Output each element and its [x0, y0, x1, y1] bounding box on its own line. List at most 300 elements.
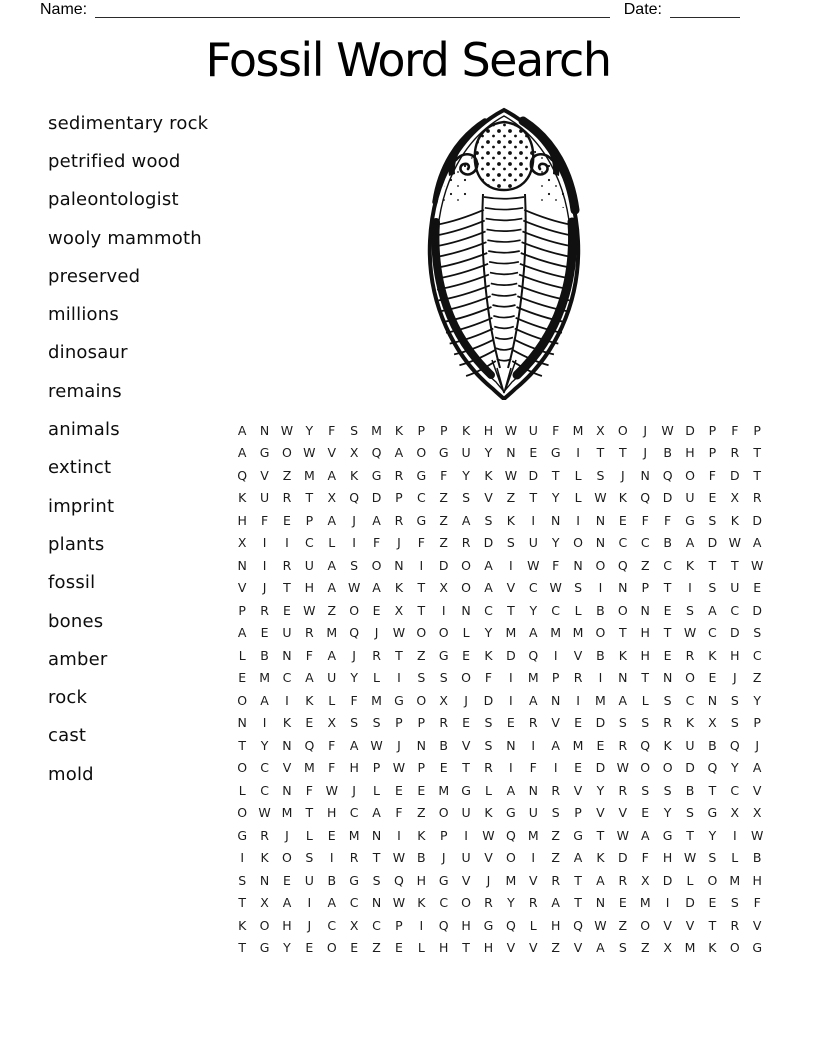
word-list-item: sedimentary rock	[48, 112, 209, 134]
grid-letter: G	[438, 872, 449, 888]
grid-letter: T	[238, 940, 247, 956]
grid-letter: T	[663, 625, 672, 641]
grid-letter: S	[305, 850, 314, 866]
word-list-item: extinct	[48, 457, 112, 479]
grid-letter: E	[439, 760, 448, 776]
grid-letter: Y	[730, 760, 739, 776]
grid-letter: S	[506, 535, 515, 551]
grid-letter: I	[732, 827, 737, 843]
grid-letter: K	[417, 895, 426, 911]
grid-letter: R	[618, 872, 628, 888]
grid-letter: R	[484, 760, 493, 776]
grid-letter: X	[730, 805, 740, 821]
word-list-item: plants	[48, 533, 105, 555]
grid-letter: A	[282, 895, 292, 911]
grid-letter: O	[438, 805, 449, 821]
grid-letter: R	[461, 535, 471, 551]
grid-letter: H	[752, 872, 762, 888]
grid-letter: X	[394, 602, 404, 618]
grid-letter: R	[394, 512, 404, 528]
grid-letter: D	[528, 467, 539, 483]
grid-letter: X	[640, 872, 650, 888]
grid-letter: A	[551, 737, 560, 753]
grid-letter: E	[641, 805, 650, 821]
grid-letter: I	[598, 670, 603, 686]
grid-letter: T	[596, 445, 605, 461]
grid-letter: B	[596, 602, 605, 618]
grid-letter: T	[619, 445, 627, 461]
grid-letter: I	[688, 580, 692, 596]
grid-letter: O	[371, 557, 382, 573]
grid-letter: K	[708, 940, 717, 956]
grid-letter: U	[461, 805, 471, 821]
grid-letter: E	[506, 715, 515, 731]
grid-letter: R	[349, 850, 359, 866]
grid-letter: T	[462, 760, 470, 776]
grid-letter: W	[527, 557, 540, 573]
grid-letter: E	[394, 940, 403, 956]
grid-letter: K	[462, 422, 471, 438]
grid-letter: H	[237, 512, 247, 528]
grid-letter: X	[730, 490, 740, 506]
grid-letter: K	[394, 422, 404, 438]
word-list	[48, 104, 208, 793]
grid-letter: V	[484, 490, 493, 506]
grid-letter: W	[750, 557, 764, 573]
grid-letter: W	[392, 895, 406, 911]
grid-letter: R	[663, 715, 672, 731]
grid-letter: T	[708, 557, 717, 573]
grid-letter: T	[574, 872, 582, 888]
grid-letter: J	[307, 917, 312, 933]
grid-letter: G	[707, 805, 718, 821]
grid-letter: M	[527, 827, 539, 843]
grid-letter: K	[394, 580, 404, 596]
grid-letter: E	[283, 512, 291, 528]
grid-letter: I	[240, 850, 245, 866]
grid-letter: C	[730, 602, 740, 618]
grid-letter: F	[484, 670, 493, 686]
grid-letter: V	[484, 850, 493, 866]
grid-letter: F	[641, 850, 649, 866]
grid-letter: G	[438, 647, 449, 663]
grid-letter: Q	[617, 557, 628, 573]
grid-letter: O	[416, 625, 427, 641]
grid-letter: E	[708, 490, 717, 506]
grid-letter: Z	[439, 512, 448, 528]
grid-letter: V	[237, 580, 247, 596]
grid-letter: S	[238, 872, 247, 888]
grid-letter: V	[506, 940, 516, 956]
grid-letter: R	[484, 895, 493, 911]
grid-letter: N	[259, 872, 270, 888]
grid-letter: C	[618, 535, 628, 551]
grid-letter: D	[483, 692, 494, 708]
grid-letter: D	[506, 647, 516, 663]
grid-letter: C	[730, 782, 740, 798]
grid-letter: Q	[505, 827, 516, 843]
grid-letter: M	[505, 625, 517, 641]
grid-letter: M	[281, 805, 293, 821]
grid-letter: K	[618, 647, 627, 663]
word-list-item: remains	[48, 380, 122, 402]
grid-letter: J	[486, 872, 491, 888]
grid-letter: T	[417, 602, 426, 618]
grid-letter: S	[708, 850, 717, 866]
grid-letter: R	[372, 647, 381, 663]
grid-letter: P	[395, 715, 403, 731]
grid-letter: Y	[708, 827, 717, 843]
grid-letter: O	[416, 445, 427, 461]
grid-letter: W	[616, 827, 630, 843]
grid-letter: H	[662, 850, 673, 866]
grid-letter: E	[238, 670, 247, 686]
name-date-row	[40, 1, 740, 19]
grid-letter: T	[619, 625, 627, 641]
grid-letter: W	[549, 580, 562, 596]
grid-letter: C	[439, 895, 449, 911]
grid-letter: B	[663, 535, 672, 551]
grid-letter: N	[506, 737, 516, 753]
grid-letter: T	[574, 895, 582, 911]
grid-letter: K	[484, 467, 493, 483]
grid-letter: V	[618, 805, 628, 821]
grid-letter: C	[416, 490, 426, 506]
grid-letter: S	[641, 715, 650, 731]
grid-letter: U	[528, 422, 538, 438]
grid-letter: J	[643, 422, 648, 438]
grid-letter: M	[303, 760, 315, 776]
grid-letter: M	[684, 940, 696, 956]
grid-letter: E	[260, 625, 269, 641]
grid-letter: C	[640, 535, 650, 551]
grid-letter: M	[527, 670, 539, 686]
grid-letter: N	[282, 782, 292, 798]
grid-letter: G	[483, 917, 494, 933]
grid-letter: Z	[439, 490, 448, 506]
grid-letter: U	[304, 872, 314, 888]
grid-letter: G	[550, 445, 561, 461]
grid-letter: W	[370, 737, 383, 753]
grid-letter: M	[371, 422, 382, 438]
grid-letter: A	[372, 805, 381, 821]
grid-letter: P	[708, 422, 717, 438]
grid-letter: T	[596, 827, 605, 843]
grid-letter: K	[596, 850, 605, 866]
grid-letter: V	[685, 917, 695, 933]
grid-letter: T	[529, 490, 538, 506]
word-list-item: preserved	[48, 265, 141, 287]
word-search-grid	[231, 419, 768, 959]
grid-letter: A	[394, 445, 404, 461]
grid-letter: Q	[640, 490, 651, 506]
grid-letter: A	[327, 580, 337, 596]
grid-letter: S	[753, 625, 762, 641]
grid-letter: V	[752, 917, 762, 933]
word-list-item: bones	[48, 610, 104, 632]
grid-letter: Y	[529, 602, 538, 618]
grid-letter: A	[305, 670, 314, 686]
grid-letter: M	[729, 872, 741, 888]
grid-letter: I	[464, 827, 468, 843]
grid-letter: O	[573, 535, 583, 551]
grid-letter: L	[238, 782, 246, 798]
date-label: Date:	[623, 1, 662, 18]
trilobite-glabella	[475, 122, 533, 190]
grid-letter: U	[730, 580, 740, 596]
grid-letter: L	[462, 625, 470, 641]
grid-letter: H	[349, 760, 359, 776]
grid-letter: E	[618, 512, 627, 528]
grid-letter: Z	[417, 647, 426, 663]
grid-letter: L	[305, 827, 313, 843]
grid-letter: C	[551, 602, 561, 618]
grid-letter: R	[573, 670, 583, 686]
grid-letter: A	[327, 557, 337, 573]
grid-letter: A	[573, 850, 583, 866]
grid-letter: W	[303, 602, 316, 618]
grid-letter: E	[574, 715, 582, 731]
grid-letter: C	[708, 625, 717, 641]
grid-letter: T	[686, 827, 694, 843]
grid-letter: T	[372, 850, 381, 866]
grid-letter: Q	[304, 737, 315, 753]
grid-letter: Z	[618, 917, 628, 933]
grid-letter: O	[640, 917, 651, 933]
grid-letter: N	[707, 692, 718, 708]
grid-letter: I	[397, 827, 401, 843]
grid-letter: E	[462, 647, 471, 663]
grid-letter: O	[595, 557, 606, 573]
grid-letter: I	[553, 760, 558, 776]
grid-letter: Y	[260, 737, 269, 753]
grid-letter: F	[552, 422, 560, 438]
grid-letter: W	[482, 827, 495, 843]
grid-letter: P	[708, 445, 717, 461]
grid-letter: A	[372, 580, 381, 596]
grid-letter: N	[662, 670, 673, 686]
grid-letter: L	[373, 670, 381, 686]
grid-letter: A	[685, 535, 695, 551]
grid-letter: J	[374, 625, 379, 641]
grid-letter: J	[643, 445, 648, 461]
grid-letter: R	[551, 872, 560, 888]
grid-letter: I	[665, 895, 670, 911]
grid-letter: F	[440, 467, 448, 483]
grid-letter: M	[326, 625, 338, 641]
grid-letter: T	[462, 940, 470, 956]
grid-letter: S	[372, 715, 381, 731]
grid-letter: J	[620, 467, 625, 483]
grid-letter: G	[685, 512, 695, 528]
grid-letter: N	[573, 557, 583, 573]
grid-letter: Q	[729, 737, 740, 753]
grid-letter: S	[484, 715, 493, 731]
grid-letter: T	[730, 557, 739, 573]
grid-letter: L	[574, 602, 582, 618]
grid-letter: S	[618, 715, 627, 731]
grid-letter: N	[259, 422, 270, 438]
grid-letter: X	[349, 445, 359, 461]
grid-letter: C	[327, 917, 337, 933]
grid-letter: D	[595, 760, 606, 776]
grid-letter: K	[484, 805, 493, 821]
grid-letter: K	[506, 512, 515, 528]
grid-letter: L	[574, 490, 582, 506]
grid-letter: M	[348, 827, 360, 843]
grid-letter: U	[327, 670, 337, 686]
grid-letter: C	[372, 917, 381, 933]
grid-letter: Y	[462, 467, 470, 483]
grid-letter: H	[439, 940, 449, 956]
grid-letter: F	[350, 692, 358, 708]
grid-letter: I	[352, 535, 356, 551]
grid-letter: N	[595, 535, 606, 551]
grid-letter: U	[304, 557, 314, 573]
grid-letter: D	[752, 512, 762, 528]
grid-letter: Z	[417, 805, 426, 821]
grid-letter: P	[417, 760, 426, 776]
grid-letter: A	[551, 895, 560, 911]
grid-letter: A	[596, 940, 605, 956]
word-list-item: rock	[48, 687, 88, 709]
grid-letter: E	[283, 602, 291, 618]
grid-letter: N	[640, 467, 650, 483]
grid-letter: V	[596, 805, 605, 821]
grid-letter: U	[260, 490, 270, 506]
grid-letter: A	[618, 692, 628, 708]
grid-letter: R	[394, 467, 404, 483]
grid-letter: F	[305, 782, 313, 798]
grid-letter: N	[237, 557, 247, 573]
grid-letter: H	[640, 625, 650, 641]
grid-letter: N	[371, 895, 382, 911]
grid-letter: V	[573, 647, 583, 663]
grid-letter: B	[260, 647, 269, 663]
grid-letter: A	[327, 895, 337, 911]
grid-letter: P	[417, 422, 426, 438]
grid-letter: U	[528, 535, 538, 551]
grid-letter: T	[753, 467, 761, 483]
grid-letter: H	[282, 917, 292, 933]
grid-letter: K	[685, 715, 695, 731]
grid-letter: D	[752, 602, 762, 618]
grid-letter: M	[572, 625, 584, 641]
grid-letter: W	[392, 760, 406, 776]
grid-letter: R	[528, 895, 538, 911]
grid-letter: L	[529, 917, 537, 933]
grid-letter: A	[237, 445, 247, 461]
grid-letter: G	[237, 827, 248, 843]
grid-letter: I	[329, 850, 334, 866]
grid-letter: E	[708, 895, 717, 911]
name-label: Name:	[40, 1, 88, 18]
grid-letter: P	[574, 805, 582, 821]
grid-letter: M	[595, 692, 606, 708]
grid-letter: W	[392, 850, 406, 866]
grid-letter: Y	[305, 422, 314, 438]
grid-letter: O	[237, 692, 248, 708]
grid-letter: I	[576, 692, 580, 708]
grid-letter: F	[529, 760, 537, 776]
grid-letter: M	[550, 625, 562, 641]
grid-letter: P	[305, 512, 314, 528]
grid-letter: U	[685, 737, 695, 753]
grid-letter: X	[596, 422, 605, 438]
grid-letter: O	[282, 850, 292, 866]
grid-letter: P	[753, 715, 761, 731]
grid-letter: W	[661, 422, 674, 438]
grid-letter: P	[551, 670, 560, 686]
grid-letter: C	[305, 535, 314, 551]
grid-letter: J	[352, 782, 356, 798]
grid-letter: O	[617, 422, 628, 438]
grid-letter: B	[439, 737, 448, 753]
grid-letter: S	[350, 557, 359, 573]
grid-letter: T	[663, 580, 672, 596]
grid-letter: S	[686, 602, 694, 618]
grid-letter: U	[685, 490, 695, 506]
grid-letter: E	[574, 760, 582, 776]
grid-letter: Z	[640, 940, 650, 956]
grid-letter: T	[708, 917, 717, 933]
grid-letter: Q	[349, 625, 360, 641]
grid-letter: P	[395, 490, 403, 506]
grid-letter: E	[596, 737, 605, 753]
grid-letter: O	[282, 445, 292, 461]
grid-letter: Y	[484, 445, 493, 461]
page-title: Fossil Word Search	[205, 33, 611, 87]
word-list-item: paleontologist	[48, 189, 179, 211]
grid-letter: A	[596, 872, 605, 888]
grid-letter: H	[483, 422, 494, 438]
grid-letter: A	[484, 580, 493, 596]
grid-letter: F	[708, 467, 716, 483]
grid-letter: N	[595, 512, 606, 528]
grid-letter: D	[438, 557, 449, 573]
grid-letter: O	[438, 625, 449, 641]
grid-letter: T	[708, 782, 717, 798]
grid-letter: R	[618, 782, 628, 798]
grid-letter: O	[461, 580, 472, 596]
grid-letter: P	[417, 715, 426, 731]
grid-letter: U	[282, 625, 292, 641]
grid-letter: Q	[573, 917, 583, 933]
grid-letter: Z	[282, 467, 292, 483]
grid-letter: F	[395, 805, 403, 821]
grid-letter: S	[551, 805, 560, 821]
grid-letter: N	[371, 827, 382, 843]
grid-letter: I	[509, 760, 513, 776]
grid-letter: T	[395, 647, 403, 663]
grid-letter: M	[303, 467, 315, 483]
grid-letter: Z	[752, 670, 762, 686]
grid-letter: Y	[551, 490, 560, 506]
grid-letter: I	[419, 557, 424, 573]
grid-letter: F	[417, 535, 425, 551]
grid-letter: G	[259, 940, 270, 956]
word-list-item: mold	[48, 763, 94, 785]
grid-letter: Q	[505, 917, 516, 933]
grid-letter: R	[730, 917, 740, 933]
grid-letter: A	[461, 512, 471, 528]
grid-letter: T	[753, 445, 761, 461]
grid-letter: W	[683, 850, 697, 866]
grid-letter: E	[350, 940, 359, 956]
grid-letter: H	[730, 647, 740, 663]
grid-letter: I	[307, 895, 312, 911]
grid-letter: Z	[372, 940, 381, 956]
